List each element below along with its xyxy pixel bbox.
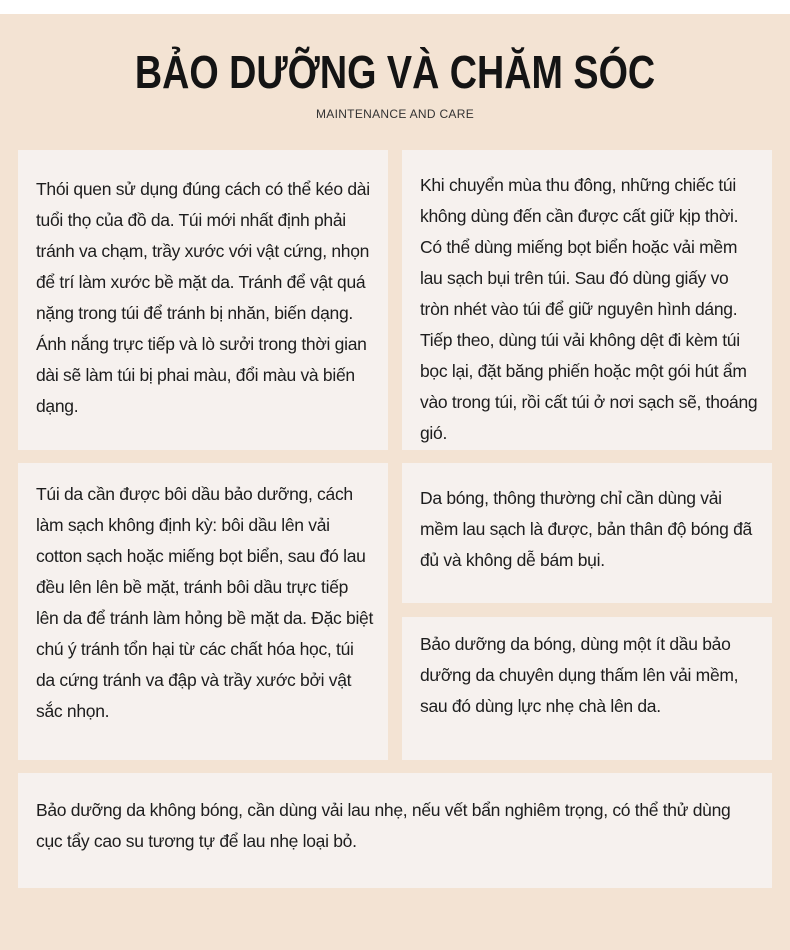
care-card-text: Túi da cần được bôi dầu bảo dưỡng, cách làm sạch không định kỳ: bôi dầu lên vải cotton sạch hoặc miếng bọt biển, sau đó lau đều lên lên bề mặt, tránh bôi dầu trực tiếp lên da để tránh làm hỏng bề mặt da. Đặc biệt chú ý tránh tổn hại từ các chất hóa học, túi da cứng tránh va đập và trầy xước bởi vật sắc nhọn.	[36, 484, 374, 721]
care-card-glossy-maintenance	[402, 617, 772, 760]
care-card-glossy-leather	[402, 463, 772, 603]
top-strip	[0, 0, 790, 14]
page-subtitle: MAINTENANCE AND CARE	[315, 107, 475, 121]
care-card-text: Khi chuyển mùa thu đông, những chiếc túi không dùng đến cần được cất giữ kịp thời. Có thể dùng miếng bọt biển hoặc vải mềm lau sạch bụi trên túi. Sau đó dùng giấy vo tròn nhét vào túi để giữ nguyên hình dáng. Tiếp theo, dùng túi vải không dệt đi kèm túi bọc lại, đặt băng phiến hoặc một gói hút ẩm vào trong túi, rồi cất túi ở nơi sạch sẽ, thoáng gió.	[420, 175, 758, 443]
care-card-usage-habits	[18, 150, 388, 450]
care-card-oil-conditioning	[18, 463, 388, 760]
care-card-text: Bảo dưỡng da không bóng, cần dùng vải lau nhẹ, nếu vết bẩn nghiêm trọng, có thể thử dùng cục tẩy cao su tương tự để lau nhẹ loại bỏ.	[36, 800, 731, 851]
care-card-text: Thói quen sử dụng đúng cách có thể kéo dài tuổi thọ của đồ da. Túi mới nhất định phải tránh va chạm, trầy xước với vật cứng, nhọn để trí làm xước bề mặt da. Tránh để vật quá nặng trong túi để tránh bị nhăn, biến dạng. Ánh nắng trực tiếp và lò sưởi trong thời gian dài sẽ làm túi bị phai màu, đổi màu và biến dạng.	[36, 179, 370, 416]
care-card-text: Da bóng, thông thường chỉ cần dùng vải mềm lau sạch là được, bản thân độ bóng đã đủ và không dễ bám bụi.	[420, 488, 752, 570]
care-card-text: Bảo dưỡng da bóng, dùng một ít dầu bảo dưỡng da chuyên dụng thấm lên vải mềm, sau đó dùng lực nhẹ chà lên da.	[420, 634, 739, 716]
care-card-seasonal-storage	[402, 150, 772, 450]
care-card-matte-leather	[18, 773, 772, 888]
page-title: BẢO DƯỠNG VÀ CHĂM SÓC	[134, 46, 656, 98]
